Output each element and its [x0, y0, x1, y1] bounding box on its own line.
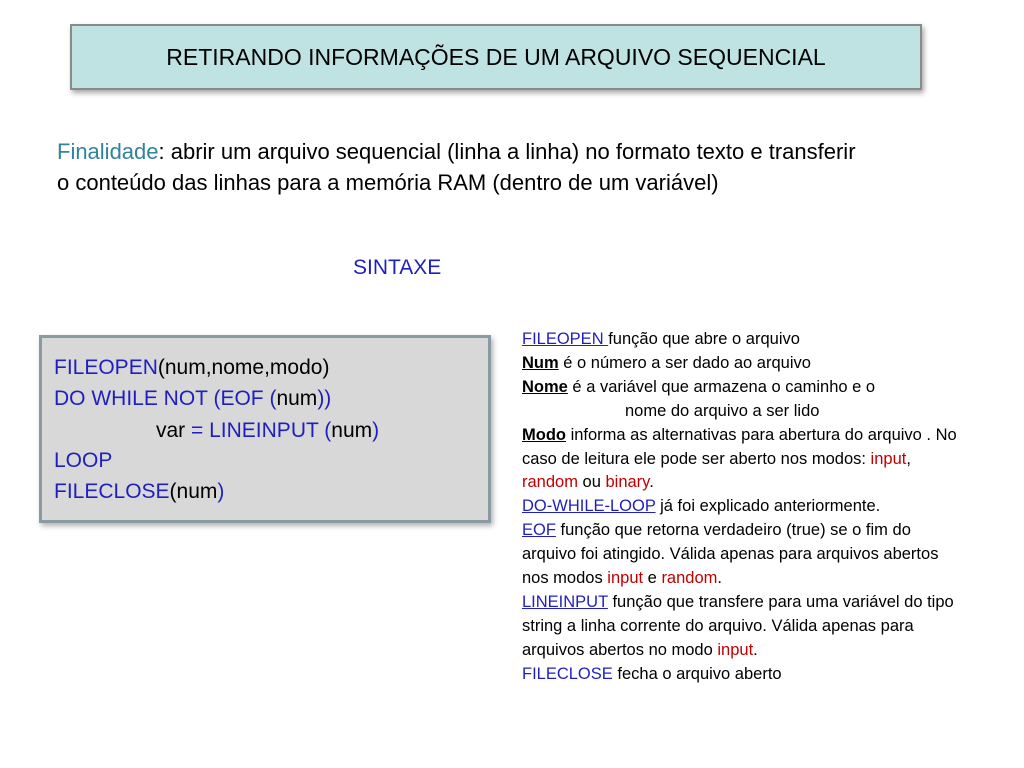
note-modo-input: input: [870, 449, 907, 468]
note-eof-and: e: [643, 569, 662, 588]
code-fileclose-open: (: [169, 480, 177, 503]
note-eof-random: random: [661, 569, 718, 588]
code-fileopen-args: (num,nome,modo): [157, 356, 330, 379]
code-line-fileopen: [54, 356, 329, 380]
note-fileclose-desc: fecha o arquivo aberto: [612, 664, 782, 683]
note-lineinput: [522, 591, 967, 663]
code-lineinput-close: ): [372, 419, 380, 442]
code-do-while-keyword: DO WHILE NOT (EOF (: [54, 387, 277, 410]
code-fileclose-arg: num: [176, 480, 218, 503]
note-lineinput-desc: função que transfere para uma variável do tipo string a linha corrente do arquivo. Válida apenas para arquivos abertos no modo: [522, 592, 954, 659]
note-modo-binary: binary: [605, 473, 650, 492]
slide-title: RETIRANDO INFORMAÇÕES DE UM ARQUIVO SEQUENCIAL: [166, 43, 826, 70]
note-eof-term: EOF: [522, 521, 556, 540]
note-modo-sep1: ,: [906, 449, 911, 468]
syntax-heading: SINTAXE: [353, 256, 442, 279]
code-do-while-arg: num: [276, 387, 318, 410]
purpose-paragraph: [57, 136, 872, 198]
note-do-while-loop-term: DO-WHILE-LOOP: [522, 497, 656, 516]
note-modo-desc: informa as alternativas para abertura do arquivo . No caso de leitura ele pode ser aberto nos modos:: [522, 425, 957, 468]
note-lineinput-input: input: [717, 640, 754, 659]
note-modo-random: random: [522, 473, 578, 492]
code-fileopen-keyword: FILEOPEN: [54, 356, 158, 379]
note-num: [522, 352, 967, 376]
code-var: var: [156, 419, 186, 442]
note-num-term: Num: [522, 353, 559, 372]
definitions-panel: [522, 328, 967, 687]
code-line-do-while: [54, 387, 331, 411]
note-nome-term: Nome: [522, 377, 568, 396]
note-nome-continued: nome do arquivo a ser lido: [625, 401, 820, 420]
note-fileopen: [522, 328, 967, 352]
code-lineinput-keyword: = LINEINPUT (: [185, 419, 332, 442]
note-nome-desc: é a variável que armazena o caminho e o: [567, 377, 876, 396]
purpose-text: : abrir um arquivo sequencial (linha a linha) no formato texto e transferir o conteúdo das linhas para a memória RAM (dentro de um variável): [57, 139, 856, 195]
syntax-code-box: [39, 335, 491, 523]
note-eof: [522, 519, 967, 591]
purpose-label: Finalidade: [57, 139, 159, 164]
note-eof-desc: função que retorna verdadeiro (true) se o fim do arquivo foi atingido. Válida apenas para arquivos abertos nos modos: [522, 521, 939, 588]
code-line-fileclose: [54, 480, 224, 504]
note-nome: [522, 376, 967, 400]
note-num-desc: é o número a ser dado ao arquivo: [558, 353, 811, 372]
note-do-while-loop-desc: já foi explicado anteriormente.: [655, 497, 881, 516]
code-line-loop: LOOP: [54, 449, 113, 472]
code-fileclose-close: ): [217, 480, 225, 503]
note-fileclose-term: FILECLOSE: [522, 664, 613, 683]
note-modo-term: Modo: [522, 425, 566, 444]
note-eof-end: .: [717, 569, 722, 588]
note-do-while-loop: [522, 495, 967, 519]
note-modo-sep2: ou: [577, 473, 606, 492]
note-eof-input: input: [607, 569, 644, 588]
note-fileclose: [522, 663, 967, 687]
note-modo-end: .: [649, 473, 654, 492]
code-fileclose-keyword: FILECLOSE: [54, 480, 170, 503]
note-fileopen-desc: função que abre o arquivo: [608, 330, 800, 348]
note-fileopen-term: FILEOPEN: [522, 330, 609, 348]
code-lineinput-arg: num: [331, 419, 373, 442]
note-lineinput-term: LINEINPUT: [522, 592, 608, 611]
title-box: [70, 24, 922, 90]
code-do-while-close: )): [317, 387, 332, 410]
note-lineinput-end: .: [753, 640, 758, 659]
code-line-lineinput: [156, 419, 379, 443]
note-modo: [522, 424, 967, 496]
